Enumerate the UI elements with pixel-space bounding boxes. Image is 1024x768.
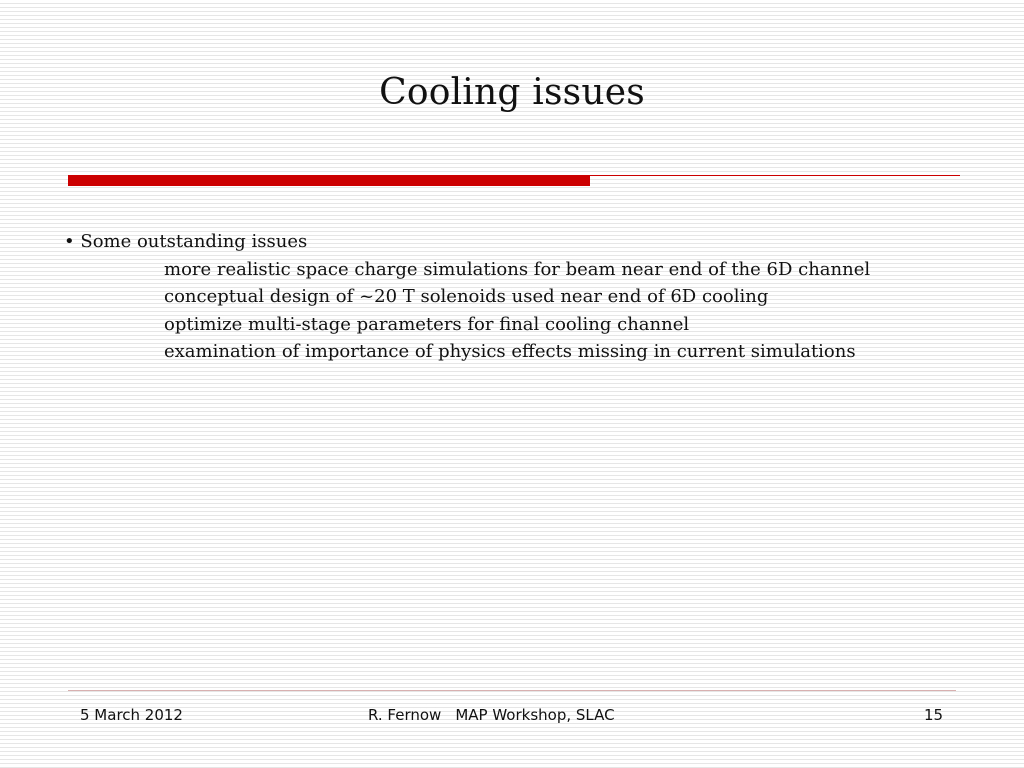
- sub-item: examination of importance of physics effects missing in current simulations: [164, 341, 856, 362]
- sub-item: more realistic space charge simulations for beam near end of the 6D channel: [164, 258, 871, 280]
- footer-page-number: 15: [924, 706, 944, 724]
- title-underline-thin: [590, 175, 960, 176]
- slide-title: Cooling issues: [379, 72, 645, 113]
- sub-item: conceptual design of ~20 T solenoids used near end of 6D cooling: [164, 286, 769, 307]
- footer-event: MAP Workshop, SLAC: [455, 706, 615, 724]
- footer-center: [368, 706, 615, 724]
- bullet-item: [64, 228, 964, 256]
- footer-author: R. Fernow: [368, 706, 442, 724]
- bullet-text: Some outstanding issues: [80, 231, 308, 252]
- footer-date: 5 March 2012: [80, 706, 183, 724]
- title-underline-thick: [68, 175, 590, 186]
- slide-body: [64, 228, 964, 366]
- bullet-marker: •: [64, 231, 75, 252]
- footer-divider: [68, 690, 956, 691]
- sub-item: optimize multi-stage parameters for final cooling channel: [164, 313, 690, 335]
